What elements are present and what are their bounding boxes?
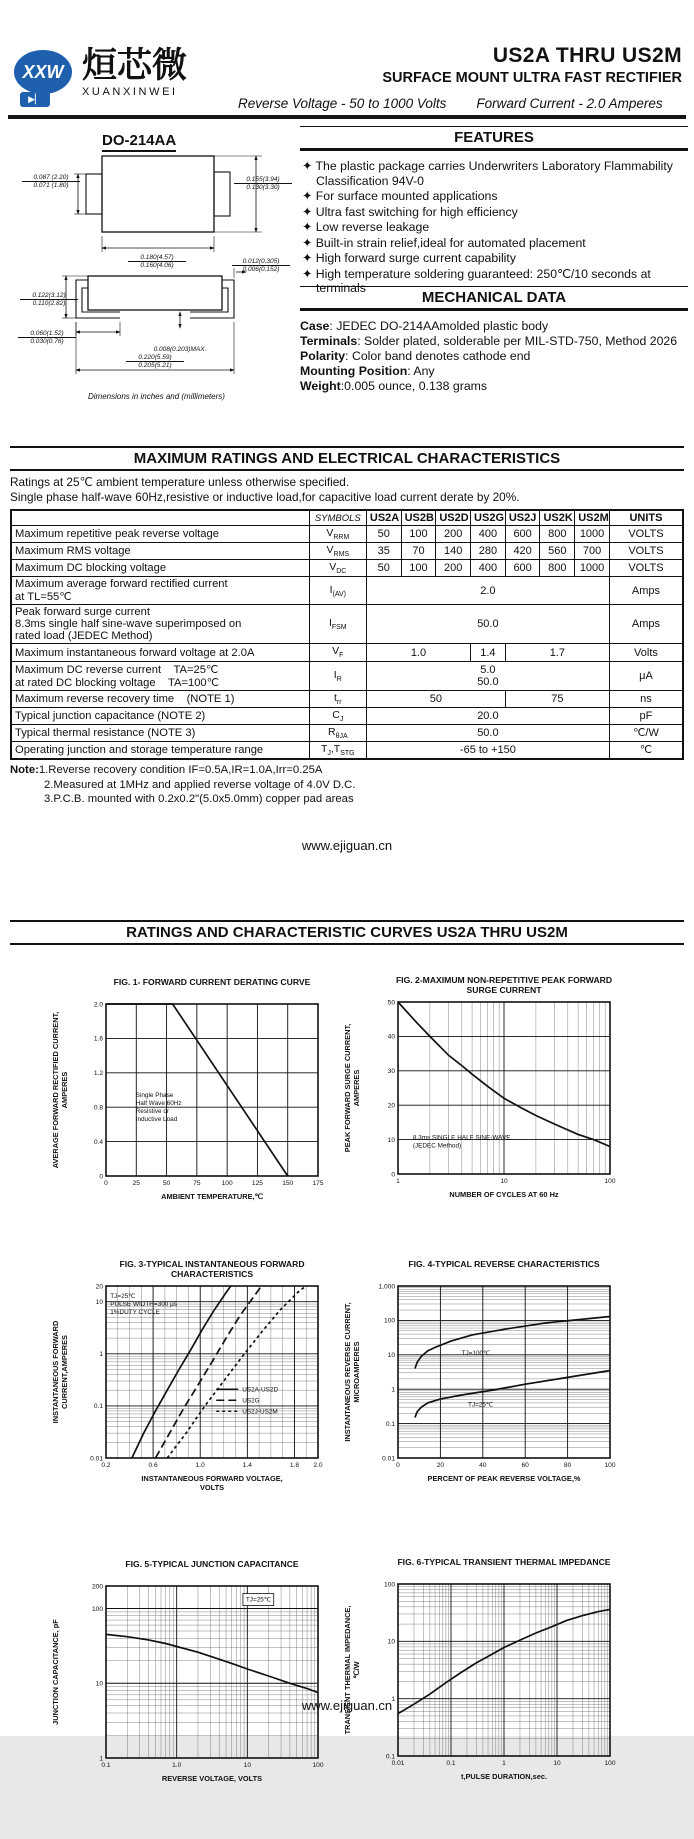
table-row — [11, 543, 683, 560]
feature-item: ✦ Built-in strain relief,ideal for automated placement — [302, 235, 586, 250]
value-cell: 50 — [366, 690, 505, 707]
value-cell: 1.4 — [471, 644, 506, 661]
symbol-cell: $V_F$ — [309, 644, 366, 661]
mechanical-item: Weight:0.005 ounce, 0.138 grams — [300, 379, 488, 393]
svg-text:2.0: 2.0 — [313, 1462, 323, 1469]
svg-text:FIG. 4-TYPICAL REVERSE CHARACT: FIG. 4-TYPICAL REVERSE CHARACTERISTICS — [408, 1259, 600, 1269]
dim-inch: 0.060(1.52) — [18, 330, 76, 338]
svg-text:2.0: 2.0 — [93, 1001, 103, 1009]
fig1-chart — [46, 974, 356, 1252]
parameter-cell: Maximum DC reverse current TA=25℃ at rated DC blocking voltage TA=100℃ — [11, 661, 309, 690]
unit-cell: ℃ — [609, 741, 683, 759]
svg-text:80: 80 — [563, 1462, 572, 1469]
ratings-table — [10, 509, 684, 760]
svg-text:1: 1 — [99, 1755, 103, 1763]
parameter-cell: Operating junction and storage temperature range — [11, 741, 309, 759]
svg-text:1.4: 1.4 — [242, 1462, 252, 1469]
svg-text:0: 0 — [396, 1462, 400, 1469]
svg-text:50: 50 — [162, 1180, 171, 1187]
svg-text:Resistive or: Resistive or — [135, 1108, 170, 1115]
svg-text:100: 100 — [312, 1762, 324, 1769]
symbol-cell: $I_R$ — [309, 661, 366, 690]
ratings-conditions — [10, 475, 684, 505]
svg-text:Single Phase: Single Phase — [135, 1092, 174, 1099]
column-header: US2A — [366, 510, 401, 526]
feature-item: ✦ Ultra fast switching for high efficiency — [302, 204, 518, 219]
svg-text:1: 1 — [391, 1386, 395, 1394]
value-cell: 400 — [471, 526, 506, 543]
symbol-cell: $T_J,T_{STG}$ — [309, 741, 366, 759]
feature-item: ✦ The plastic package carries Underwriters Laboratory Flammability Classification 94V-0 — [302, 159, 673, 188]
svg-text:TJ=100℃: TJ=100℃ — [461, 1349, 491, 1357]
svg-text:10: 10 — [387, 1352, 395, 1360]
svg-text:100: 100 — [604, 1178, 616, 1185]
svg-text:℃/W: ℃/W — [352, 1661, 361, 1679]
table-row — [11, 526, 683, 543]
features-section — [300, 126, 688, 297]
svg-text:MICROAMPERES: MICROAMPERES — [352, 1341, 361, 1403]
svg-text:0.01: 0.01 — [391, 1760, 405, 1767]
column-header: US2D — [436, 510, 471, 526]
mechanical-list — [300, 319, 688, 394]
parameter-cell: Peak forward surge current 8.3ms single half sine-wave superimposed on rated load (JEDEC Method) — [11, 605, 309, 644]
svg-text:125: 125 — [251, 1180, 263, 1187]
svg-text:30: 30 — [387, 1068, 395, 1076]
ratings-table-body — [11, 510, 683, 759]
svg-text:1: 1 — [99, 1351, 103, 1359]
dim-inch: 0.122(3.12) — [20, 292, 78, 300]
mechanical-item: Case: JEDEC DO-214AAmolded plastic body — [300, 319, 549, 333]
svg-text:0: 0 — [391, 1171, 395, 1179]
curves-heading: RATINGS AND CHARACTERISTIC CURVES US2A THRU US2M — [10, 920, 684, 945]
table-row — [11, 707, 683, 724]
logo-mark-icon — [14, 48, 80, 110]
website-url: www.ejiguan.cn — [301, 1698, 393, 1713]
symbol-cell: $I_{(AV)}$ — [309, 577, 366, 605]
svg-text:SURGE CURRENT: SURGE CURRENT — [466, 985, 542, 995]
svg-text:10: 10 — [243, 1762, 252, 1769]
svg-text:0.1: 0.1 — [446, 1760, 456, 1767]
tagline-forward-current: Forward Current - 2.0 Amperes — [476, 96, 663, 111]
unit-cell: Volts — [609, 644, 683, 661]
dim-max: 0.008(0.203)MAX. — [153, 346, 207, 353]
unit-cell: ns — [609, 690, 683, 707]
corner-cell — [11, 510, 309, 526]
svg-text:TJ=25℃: TJ=25℃ — [110, 1293, 136, 1301]
svg-text:10: 10 — [500, 1178, 508, 1185]
svg-text:1.0: 1.0 — [195, 1462, 205, 1469]
column-header: UNITS — [609, 510, 683, 526]
table-row — [11, 560, 683, 577]
parameter-cell: Maximum RMS voltage — [11, 543, 309, 560]
column-header: US2K — [540, 510, 575, 526]
symbol-cell: $C_J$ — [309, 707, 366, 724]
svg-text:20: 20 — [387, 1102, 395, 1110]
value-cell: 1.0 — [366, 644, 470, 661]
svg-text:0.01: 0.01 — [90, 1455, 103, 1463]
unit-cell: VOLTS — [609, 543, 683, 560]
svg-text:200: 200 — [91, 1583, 103, 1591]
svg-text:INSTANTANEOUS REVERSE CURRENT,: INSTANTANEOUS REVERSE CURRENT, — [343, 1302, 352, 1442]
value-cell: 100 — [401, 560, 436, 577]
feature-item: ✦ High temperature soldering guaranteed: 250℃/10 seconds at terminals — [302, 266, 651, 295]
svg-text:INSTANTANEOUS FORWARD: INSTANTANEOUS FORWARD — [51, 1320, 60, 1424]
parameter-cell: Maximum average forward rectified current at TL=55℃ — [11, 577, 309, 605]
dim-mm: 0.006(0.152) — [242, 266, 280, 274]
unit-cell: VOLTS — [609, 526, 683, 543]
svg-text:0.1: 0.1 — [101, 1762, 111, 1769]
svg-text:FIG. 2-MAXIMUM NON-REPETITIVE: FIG. 2-MAXIMUM NON-REPETITIVE PEAK FORWARD — [395, 975, 613, 985]
svg-text:25: 25 — [132, 1180, 140, 1187]
value-cell: 100 — [401, 526, 436, 543]
value-cell: 700 — [575, 543, 610, 560]
ratings-notes — [10, 763, 684, 807]
svg-text:0.6: 0.6 — [148, 1462, 158, 1469]
unit-cell: Amps — [609, 577, 683, 605]
page-title: US2A THRU US2M — [492, 44, 682, 67]
svg-text:TJ=25℃: TJ=25℃ — [467, 1401, 494, 1409]
svg-text:0.8: 0.8 — [93, 1104, 103, 1112]
parameter-cell: Typical junction capacitance (NOTE 2) — [11, 707, 309, 724]
svg-text:AVERAGE FORWARD RECTIFIED CURR: AVERAGE FORWARD RECTIFIED CURRENT, — [51, 1011, 60, 1169]
value-cell: 600 — [505, 560, 540, 577]
svg-text:FIG. 1- FORWARD CURRENT DERATI: FIG. 1- FORWARD CURRENT DERATING CURVE — [113, 977, 311, 987]
note-text: 1.Reverse recovery condition IF=0.5A,IR=1.0A,Irr=0.25A — [38, 763, 323, 776]
svg-text:1%DUTY CYCLE: 1%DUTY CYCLE — [110, 1309, 160, 1317]
svg-text:(JEDEC Method): (JEDEC Method) — [412, 1142, 462, 1150]
svg-text:US2J-US2M: US2J-US2M — [242, 1408, 278, 1416]
feature-item: ✦ High forward surge current capability — [302, 251, 516, 265]
svg-text:FIG. 5-TYPICAL JUNCTION CAPACI: FIG. 5-TYPICAL JUNCTION CAPACITANCE — [125, 1559, 299, 1569]
dim-inch: 0.155(3.94) — [234, 176, 292, 184]
svg-text:JUNCTION CAPACITANCE, pF: JUNCTION CAPACITANCE, pF — [51, 1619, 60, 1725]
dim-tab-height — [22, 174, 80, 190]
figure-5-junction-capacitance — [46, 1556, 356, 1834]
table-row — [11, 741, 683, 759]
note-line: 2.Measured at 1MHz and applied reverse voltage of 4.0V D.C. — [44, 778, 356, 791]
brand-logo — [14, 48, 187, 110]
mechanical-item: Terminals: Solder plated, solderable per MIL-STD-750, Method 2026 — [300, 334, 678, 348]
value-cell: 200 — [436, 526, 471, 543]
svg-text:40: 40 — [387, 1033, 395, 1041]
value-cell: 50 — [366, 560, 401, 577]
dim-mm: 0.110(2.82) — [32, 300, 66, 308]
dim-body-height — [234, 176, 292, 192]
value-cell: 50 — [366, 526, 401, 543]
svg-text:PULSE WIDTH=300 μs: PULSE WIDTH=300 μs — [110, 1301, 177, 1309]
value-cell: 800 — [540, 526, 575, 543]
svg-text:CURRENT,AMPERES: CURRENT,AMPERES — [60, 1335, 69, 1409]
svg-text:AMBIENT TEMPERATURE,℃: AMBIENT TEMPERATURE,℃ — [161, 1192, 263, 1201]
svg-text:100: 100 — [383, 1317, 395, 1325]
feature-item: ✦ For surface mounted applications — [302, 189, 498, 203]
svg-text:0: 0 — [104, 1180, 108, 1187]
svg-text:TRANSIENT THERMAL IMPEDANCE,: TRANSIENT THERMAL IMPEDANCE, — [343, 1605, 352, 1735]
dim-inch: 0.220(5.59) — [126, 354, 184, 362]
value-cell: 5.0 50.0 — [366, 661, 609, 690]
svg-text:1,000: 1,000 — [378, 1283, 395, 1291]
svg-text:US2A-US2D: US2A-US2D — [242, 1386, 279, 1394]
unit-cell: ℃/W — [609, 724, 683, 741]
svg-text:1.0: 1.0 — [172, 1762, 182, 1769]
feature-item: ✦ Low reverse leakage — [302, 220, 430, 234]
svg-text:VOLTS: VOLTS — [199, 1483, 225, 1492]
svg-text:150: 150 — [282, 1180, 294, 1187]
dim-inch: 0.012(0.305) — [232, 258, 290, 266]
svg-text:0.01: 0.01 — [382, 1455, 395, 1463]
table-row — [11, 577, 683, 605]
dim-mm: 0.030(0.76) — [30, 338, 64, 346]
note-line — [10, 763, 684, 778]
page-subtitle: SURFACE MOUNT ULTRA FAST RECTIFIER — [382, 70, 682, 86]
value-cell: 35 — [366, 543, 401, 560]
svg-text:10: 10 — [95, 1680, 103, 1688]
value-cell: 1.7 — [505, 644, 609, 661]
value-cell: 1000 — [575, 560, 610, 577]
parameter-cell: Maximum instantaneous forward voltage at 2.0A — [11, 644, 309, 661]
package-name: DO-214AA — [102, 132, 176, 152]
value-cell: 400 — [471, 560, 506, 577]
symbol-cell: $V_{RMS}$ — [309, 543, 366, 560]
svg-text:NUMBER OF CYCLES AT 60 Hz: NUMBER OF CYCLES AT 60 Hz — [449, 1190, 559, 1199]
svg-text:FIG. 3-TYPICAL INSTANTANEOUS F: FIG. 3-TYPICAL INSTANTANEOUS FORWARD — [119, 1259, 305, 1269]
svg-text:FIG. 6-TYPICAL TRANSIENT THERM: FIG. 6-TYPICAL TRANSIENT THERMAL IMPEDANCE — [397, 1557, 611, 1567]
svg-text:0.1: 0.1 — [385, 1753, 395, 1761]
fig2-chart — [338, 972, 648, 1250]
figure-3-instantaneous-forward-characteristics — [46, 1256, 356, 1534]
value-cell: 75 — [505, 690, 609, 707]
svg-text:8.3ms SINGLE HALF SINE-WAVE: 8.3ms SINGLE HALF SINE-WAVE — [412, 1134, 511, 1142]
svg-text:10: 10 — [95, 1298, 103, 1306]
value-cell: 2.0 — [366, 577, 609, 605]
condition-line: Single phase half-wave 60Hz,resistive or inductive load,for capacitive load current derate by 20%. — [10, 490, 520, 505]
symbol-cell: $V_{RRM}$ — [309, 526, 366, 543]
svg-text:0.4: 0.4 — [93, 1138, 103, 1146]
diode-symbol-icon: ▶▏ — [20, 92, 50, 107]
value-cell: 560 — [540, 543, 575, 560]
svg-text:1.6: 1.6 — [93, 1035, 103, 1043]
value-cell: 1000 — [575, 526, 610, 543]
unit-cell: μA — [609, 661, 683, 690]
table-row — [11, 644, 683, 661]
note-line: 3.P.C.B. mounted with 0.2x0.2"(5.0x5.0mm) copper pad areas — [44, 793, 354, 806]
svg-text:CHARACTERISTICS: CHARACTERISTICS — [170, 1269, 254, 1279]
table-row — [11, 661, 683, 690]
svg-text:0.1: 0.1 — [385, 1420, 395, 1428]
svg-text:AMPERES: AMPERES — [60, 1071, 69, 1109]
svg-text:100: 100 — [383, 1581, 395, 1589]
svg-text:TJ=25℃: TJ=25℃ — [245, 1596, 272, 1604]
logo-text-block — [82, 48, 187, 98]
mechanical-item: Polarity: Color band denotes cathode end — [300, 349, 531, 363]
svg-text:175: 175 — [312, 1180, 324, 1187]
figure-1-forward-current-derating — [46, 974, 356, 1252]
ratings-section — [10, 446, 684, 807]
symbol-cell: $R_{\theta JA}$ — [309, 724, 366, 741]
package-caption: Dimensions in inches and (millimeters) — [88, 392, 225, 401]
symbol-cell: $I_{FSM}$ — [309, 605, 366, 644]
svg-text:20: 20 — [95, 1283, 103, 1291]
figure-4-reverse-characteristics — [338, 1256, 648, 1534]
unit-cell: pF — [609, 707, 683, 724]
svg-text:100: 100 — [91, 1605, 103, 1613]
dim-inch: 0.087 (2.20) — [22, 174, 80, 182]
value-cell: 420 — [505, 543, 540, 560]
mechanical-item: Mounting Position: Any — [300, 364, 435, 378]
svg-text:US2G: US2G — [242, 1397, 260, 1405]
dim-inch: 0.180(4.57) — [128, 254, 186, 262]
table-row — [11, 605, 683, 644]
title-block — [382, 44, 682, 86]
logo-xxw-icon: XXW — [14, 50, 72, 94]
svg-text:Inductive Load: Inductive Load — [135, 1116, 178, 1123]
dim-mm: 0.130(3.30) — [246, 184, 280, 192]
value-cell: 800 — [540, 560, 575, 577]
parameter-cell: Maximum DC blocking voltage — [11, 560, 309, 577]
svg-text:REVERSE VOLTAGE, VOLTS: REVERSE VOLTAGE, VOLTS — [161, 1774, 263, 1783]
value-cell: 50.0 — [366, 605, 609, 644]
svg-text:1: 1 — [502, 1760, 506, 1767]
svg-text:t,PULSE DURATION,sec.: t,PULSE DURATION,sec. — [460, 1772, 548, 1781]
svg-text:INSTANTANEOUS FORWARD VOLTAGE,: INSTANTANEOUS FORWARD VOLTAGE, — [141, 1474, 283, 1483]
svg-text:10: 10 — [387, 1136, 395, 1144]
svg-text:0.1: 0.1 — [93, 1403, 103, 1411]
svg-text:1.8: 1.8 — [289, 1462, 300, 1469]
svg-text:Half Wave 60Hz: Half Wave 60Hz — [135, 1100, 182, 1107]
table-header-row — [11, 510, 683, 526]
value-cell: 140 — [436, 543, 471, 560]
svg-text:1.2: 1.2 — [93, 1070, 103, 1078]
table-row — [11, 724, 683, 741]
dim-profile-height — [20, 292, 78, 308]
value-cell: -65 to +150 — [366, 741, 609, 759]
svg-text:75: 75 — [193, 1180, 201, 1187]
logo-chinese-name: 烜芯微 — [82, 46, 188, 86]
dim-mm: 0.071 (1.80) — [33, 182, 69, 190]
column-header: US2M — [575, 510, 610, 526]
fig5-chart — [46, 1556, 356, 1834]
fig6-chart — [338, 1554, 648, 1832]
svg-text:10: 10 — [387, 1638, 395, 1646]
figure-2-peak-forward-surge-current — [338, 972, 648, 1250]
svg-text:AMPERES: AMPERES — [352, 1069, 361, 1107]
website-url: www.ejiguan.cn — [301, 838, 393, 853]
dim-lead-thickness — [232, 258, 290, 274]
svg-text:60: 60 — [521, 1462, 529, 1469]
ratings-heading: MAXIMUM RATINGS AND ELECTRICAL CHARACTERISTICS — [10, 446, 684, 471]
unit-cell: Amps — [609, 605, 683, 644]
column-header: US2G — [471, 510, 506, 526]
column-header: SYMBOLS — [309, 510, 366, 526]
parameter-cell: Maximum reverse recovery time (NOTE 1) — [11, 690, 309, 707]
value-cell: 600 — [505, 526, 540, 543]
mechanical-section — [300, 286, 688, 394]
value-cell: 50.0 — [366, 724, 609, 741]
package-top-view-drawing — [30, 150, 290, 262]
svg-text:1: 1 — [391, 1695, 395, 1703]
header-rule — [8, 115, 686, 119]
fig3-chart — [46, 1256, 356, 1534]
svg-text:50: 50 — [387, 999, 395, 1007]
svg-text:0: 0 — [99, 1173, 103, 1181]
value-cell: 70 — [401, 543, 436, 560]
parameter-cell: Maximum repetitive peak reverse voltage — [11, 526, 309, 543]
dim-foot-length — [18, 330, 76, 346]
symbol-cell: $t_{rr}$ — [309, 690, 366, 707]
value-cell: 280 — [471, 543, 506, 560]
parameter-cell: Typical thermal resistance (NOTE 3) — [11, 724, 309, 741]
note-label: Note: — [10, 763, 39, 776]
dim-standoff — [140, 346, 220, 353]
header-tagline — [238, 96, 663, 111]
column-header: US2J — [505, 510, 540, 526]
svg-text:0.2: 0.2 — [101, 1462, 111, 1469]
tagline-reverse-voltage: Reverse Voltage - 50 to 1000 Volts — [238, 96, 447, 111]
value-cell: 20.0 — [366, 707, 609, 724]
unit-cell: VOLTS — [609, 560, 683, 577]
features-heading: FEATURES — [300, 126, 688, 151]
svg-text:40: 40 — [479, 1462, 487, 1469]
figure-6-transient-thermal-impedance — [338, 1554, 648, 1832]
svg-text:PERCENT OF PEAK REVERSE VOLTAG: PERCENT OF PEAK REVERSE VOLTAGE,% — [427, 1474, 581, 1483]
svg-text:100: 100 — [221, 1180, 233, 1187]
svg-text:1: 1 — [396, 1178, 400, 1185]
dim-mm: 0.160(4.06) — [140, 262, 174, 270]
svg-text:100: 100 — [604, 1462, 616, 1469]
features-list — [302, 159, 688, 296]
dim-mm: 0.205(5.21) — [138, 362, 172, 370]
svg-text:100: 100 — [604, 1760, 616, 1767]
fig4-chart — [338, 1256, 648, 1534]
curves-section-heading-wrap — [10, 920, 684, 945]
table-row — [11, 690, 683, 707]
dim-lead-span — [126, 354, 184, 370]
column-header: US2B — [401, 510, 436, 526]
svg-text:10: 10 — [553, 1760, 561, 1767]
dim-body-width — [128, 254, 186, 270]
svg-text:20: 20 — [436, 1462, 445, 1469]
logo-romanized-name: XUANXINWEI — [82, 85, 178, 98]
mechanical-heading: MECHANICAL DATA — [300, 286, 688, 311]
symbol-cell: $V_{DC}$ — [309, 560, 366, 577]
condition-line: Ratings at 25℃ ambient temperature unless otherwise specified. — [10, 475, 350, 489]
svg-text:PEAK FORWARD SURGE CURRENT,: PEAK FORWARD SURGE CURRENT, — [343, 1023, 352, 1153]
value-cell: 200 — [436, 560, 471, 577]
